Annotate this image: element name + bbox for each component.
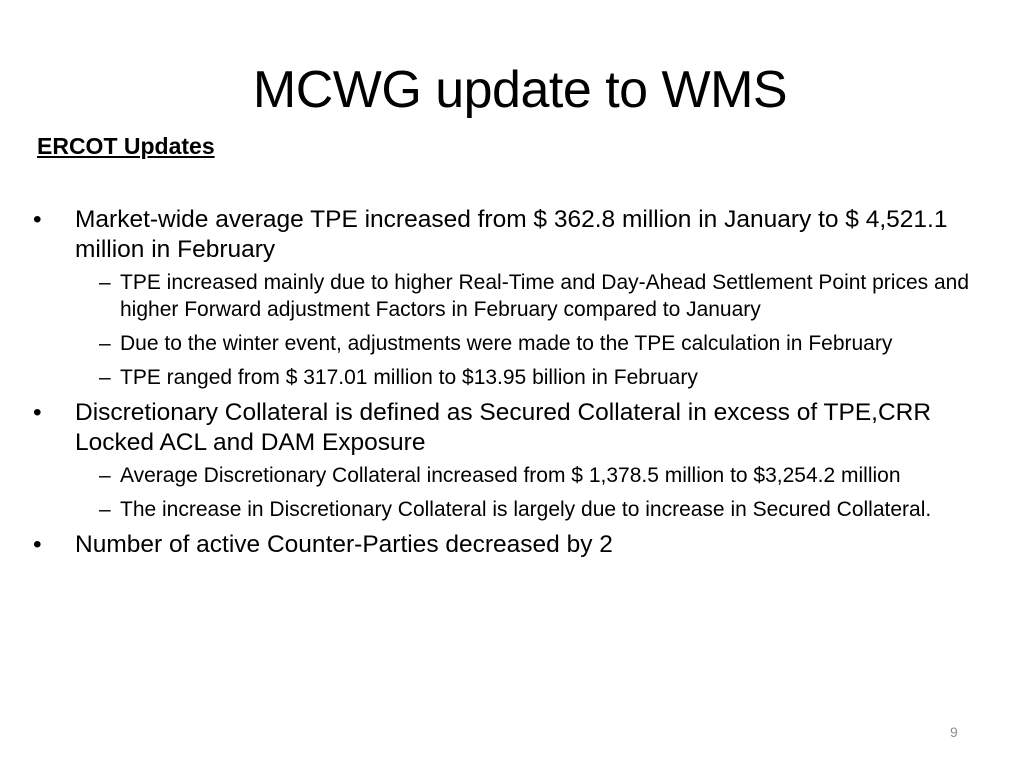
sub-bullet-text: TPE ranged from $ 317.01 million to $13.95 billion in February bbox=[120, 366, 698, 389]
sub-bullet-item bbox=[75, 269, 1000, 323]
bullet-marker: • bbox=[33, 206, 42, 233]
sub-bullet-text: TPE increased mainly due to higher Real-Time and Day-Ahead Settlement Point prices and higher Forward adjustment Factors in February compared to January bbox=[120, 271, 969, 321]
dash-marker: – bbox=[99, 366, 111, 389]
bullet-item bbox=[0, 205, 1000, 391]
dash-marker: – bbox=[99, 498, 111, 521]
bullet-text: Discretionary Collateral is defined as Secured Collateral in excess of TPE,CRR Locked ACL and DAM Exposure bbox=[75, 399, 932, 456]
dash-marker: – bbox=[99, 332, 111, 355]
sub-bullet-list bbox=[75, 269, 1000, 391]
bullet-text: Market-wide average TPE increased from $ 362.8 million in January to $ 4,521.1 million in February bbox=[75, 206, 948, 263]
bullet-item bbox=[0, 530, 1000, 560]
slide-title: MCWG update to WMS bbox=[252, 61, 788, 119]
sub-bullet-item bbox=[75, 364, 1000, 391]
sub-bullet-item bbox=[75, 462, 1000, 489]
bullet-text: Number of active Counter-Parties decreased by 2 bbox=[75, 531, 613, 558]
sub-bullet-list bbox=[75, 462, 1000, 523]
bullet-marker: • bbox=[33, 399, 42, 426]
page-number: 9 bbox=[950, 724, 958, 740]
sub-bullet-item bbox=[75, 330, 1000, 357]
sub-bullet-text: Due to the winter event, adjustments were made to the TPE calculation in February bbox=[120, 332, 893, 355]
sub-bullet-text: The increase in Discretionary Collateral is largely due to increase in Secured Collateral. bbox=[120, 498, 932, 521]
bullet-list bbox=[0, 205, 1000, 564]
dash-marker: – bbox=[99, 271, 111, 294]
dash-marker: – bbox=[99, 464, 111, 487]
sub-bullet-text: Average Discretionary Collateral increased from $ 1,378.5 million to $3,254.2 million bbox=[120, 464, 901, 487]
section-heading: ERCOT Updates bbox=[37, 133, 215, 159]
bullet-marker: • bbox=[33, 531, 42, 558]
sub-bullet-item bbox=[75, 496, 1000, 523]
bullet-item bbox=[0, 398, 1000, 523]
